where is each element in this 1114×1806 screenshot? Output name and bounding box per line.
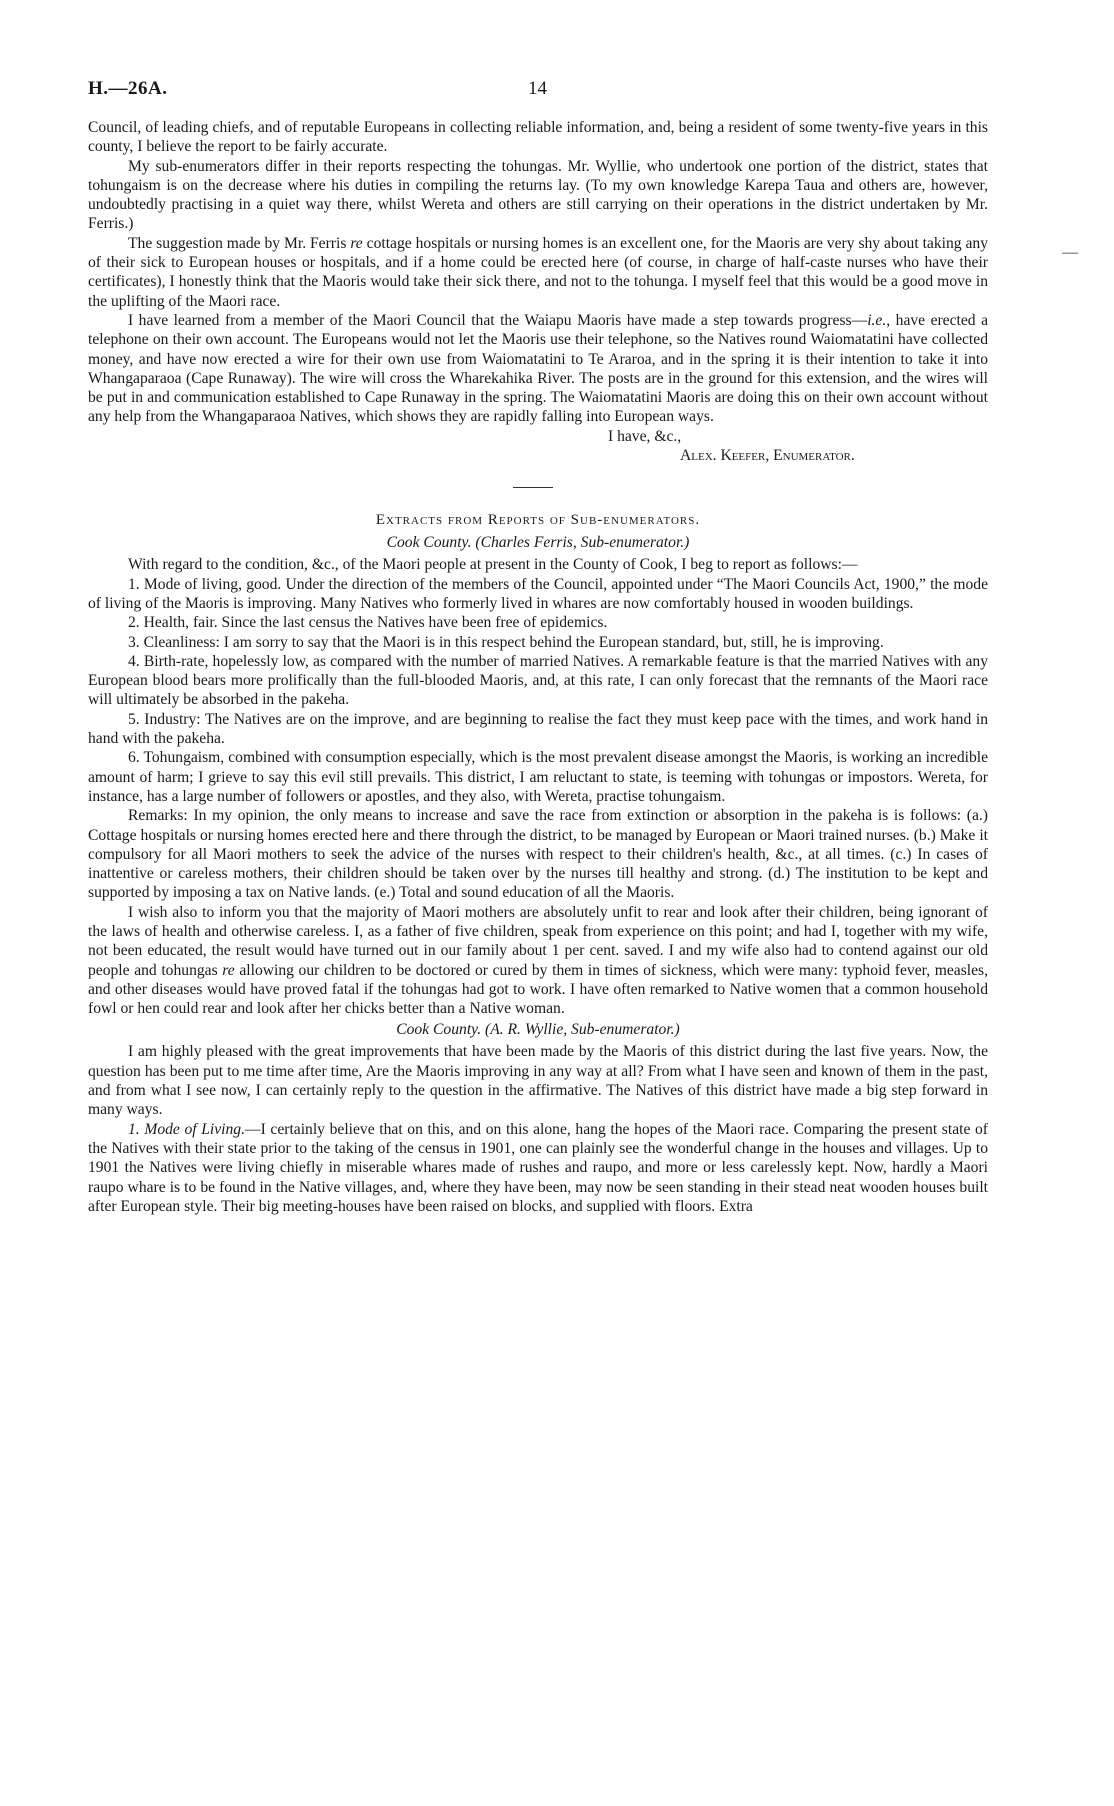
wyllie-intro: I am highly pleased with the great improvements that have been made by the Maoris of this district during the last five years. Now, the question has been put to me time after time, Are the Maoris improving in any way at all? From what I have seen and known of them in the past, and from what I see now, I can certainly reply to the question in the affirmative. The Natives of this district have made a big step forward in many ways. <box>88 1043 988 1119</box>
letter-closing: I have, &c., <box>608 427 682 445</box>
ferris-item-4: 4. Birth-rate, hopelessly low, as compared with the number of married Natives. A remarkable feature is that the married Natives with any European blood bears more prolifically than the full-blooded Maoris, and, at this rate, I can only forecast that the remnants of the Maori race will ultimately be absorbed in the pakeha. <box>88 652 988 709</box>
letter-paragraph-2: My sub-enumerators differ in their reports respecting the tohungas. Mr. Wyllie, who undertook one portion of the district, states that tohungaism is on the decrease where his duties in compiling the returns lay. (To my own knowledge Karepa Taua and others are, however, undoubtedly practising in a quiet way there, whilst Wereta and others are still carrying on their operations in the district undertaken by Mr. Ferris.) <box>88 157 988 233</box>
letter-paragraph-3: The suggestion made by Mr. Ferris re cottage hospitals or nursing homes is an excellent one, for the Maoris are very shy about taking any of their sick to European houses or hospitals, and if a home could be erected here (of course, in charge of half-caste nurses who have their certificates), I honestly think that the Maoris would take their sick there, and not to the tohunga. I myself feel that this would be a good move in the uplifting of the Maori race. <box>88 234 988 310</box>
document-page <box>88 78 988 1216</box>
ferris-intro: With regard to the condition, &c., of the Maori people at present in the County of Cook, I beg to report as follows:— <box>128 556 858 574</box>
ferris-remarks: Remarks: In my opinion, the only means to increase and save the race from extinction or absorption in the pakeha is is follows: (a.) Cottage hospitals or nursing homes erected here and there through the district, to be managed by European or Maori trained nurses. (b.) Make it compulsory for all Maori mothers to seek the advice of the nurses with respect to their children's health, &c., at all times. (c.) In cases of inattentive or careless mothers, their children should be taken over by the nurses till healthy and strong. (d.) The institution to be kept and supported by imposing a tax on Native lands. (e.) Total and sound education of all the Maoris. <box>88 807 988 902</box>
wyllie-heading: Cook County. (A. R. Wyllie, Sub-enumerator.) <box>396 1021 680 1039</box>
margin-mark: — <box>1062 244 1078 261</box>
letter-paragraph-1: Council, of leading chiefs, and of reputable Europeans in collecting reliable information, and, being a resident of some twenty-five years in this county, I believe the report to be fairly accurate. <box>88 119 988 156</box>
ferris-item-6: 6. Tohungaism, combined with consumption especially, which is the most prevalent disease amongst the Maoris, is working an incredible amount of harm; I grieve to say this evil still prevails. This district, I am reluctant to state, is teeming with tohungas or impostors. Wereta, for instance, has a large number of followers or apostles, and they also, with Wereta, practise tohungaism. <box>88 749 988 805</box>
document-reference: H.—26A. <box>88 78 168 99</box>
ferris-heading: Cook County. (Charles Ferris, Sub-enumerator.) <box>386 534 690 552</box>
letter-body <box>88 118 988 465</box>
section-divider <box>513 487 553 488</box>
ferris-closing-paragraph: I wish also to inform you that the majority of Maori mothers are absolutely unfit to rear and look after their children, being ignorant of the laws of health and otherwise careless. I, as a father of five children, speak from experience on this point; and had I, together with my wife, not been educated, the result would have turned out in our family about 1 per cent. saved. I and my wife also had to contend against our old people and tohungas re allowing our children to be doctored or cured by them in times of sickness, which were many: typhoid fever, measles, and other diseases would have proved fatal if the tohungas had got to work. I have often remarked to Native women that a common household fowl or hen could rear and look after her chicks better than a Native woman. <box>88 903 988 1018</box>
ferris-item-3: 3. Cleanliness: I am sorry to say that the Maori is in this respect behind the European standard, but, still, he is improving. <box>128 633 884 651</box>
letter-paragraph-4: I have learned from a member of the Maori Council that the Waiapu Maoris have made a step towards progress—i.e., have erected a telephone on their own account. The Europeans would not let the Maoris use their telephone, so the Natives round Waiomatatini have collected money, and have now erected a wire for their own use from Waiomatatini to Te Araroa, and in the spring it is their intention to take it into Whangaparaoa (Cape Runaway). The wire will cross the Wharekahika River. The posts are in the ground for this extension, and the wires will be put in and communication established to Cape Runaway in the spring. The Waiomatatini Maoris are doing this on their own account without any help from the Whangaparaoa Natives, which shows they are rapidly falling into European ways. <box>88 311 988 426</box>
ferris-item-2: 2. Health, fair. Since the last census the Natives have been free of epidemics. <box>128 614 608 632</box>
letter-signature: Alex. Keefer, Enumerator. <box>680 447 855 465</box>
extracts-title: Extracts from Reports of Sub-enumerators. <box>375 512 701 529</box>
wyllie-report <box>88 1042 988 1216</box>
ferris-report <box>88 555 988 1018</box>
page-header <box>88 78 988 118</box>
page-number: 14 <box>528 78 547 99</box>
wyllie-item-1: 1. Mode of Living.—I certainly believe that on this, and on this alone, hang the hopes of the Maori race. Comparing the present state of the Natives with their state prior to the taking of the census in 1901, one can plainly see the wonderful change in the houses and villages. Up to 1901 the Natives were living chiefly in miserable whares made of rushes and raupo, and more or less carelessly kept. Now, hardly a Maori raupo whare is to be found in the Native villages, and, where they have been, may now be seen standing in their stead neat wooden houses built after European style. Their big meeting-houses have been raised on blocks, and supplied with floors. Extra <box>88 1120 988 1215</box>
ferris-item-1: 1. Mode of living, good. Under the direction of the members of the Council, appointed under “The Maori Councils Act, 1900,” the mode of living of the Maoris is improving. Many Natives who formerly lived in whares are now comfortably housed in wooden buildings. <box>88 575 988 612</box>
ferris-item-5: 5. Industry: The Natives are on the improve, and are beginning to realise the fact they must keep pace with the times, and work hand in hand with the pakeha. <box>88 710 988 748</box>
